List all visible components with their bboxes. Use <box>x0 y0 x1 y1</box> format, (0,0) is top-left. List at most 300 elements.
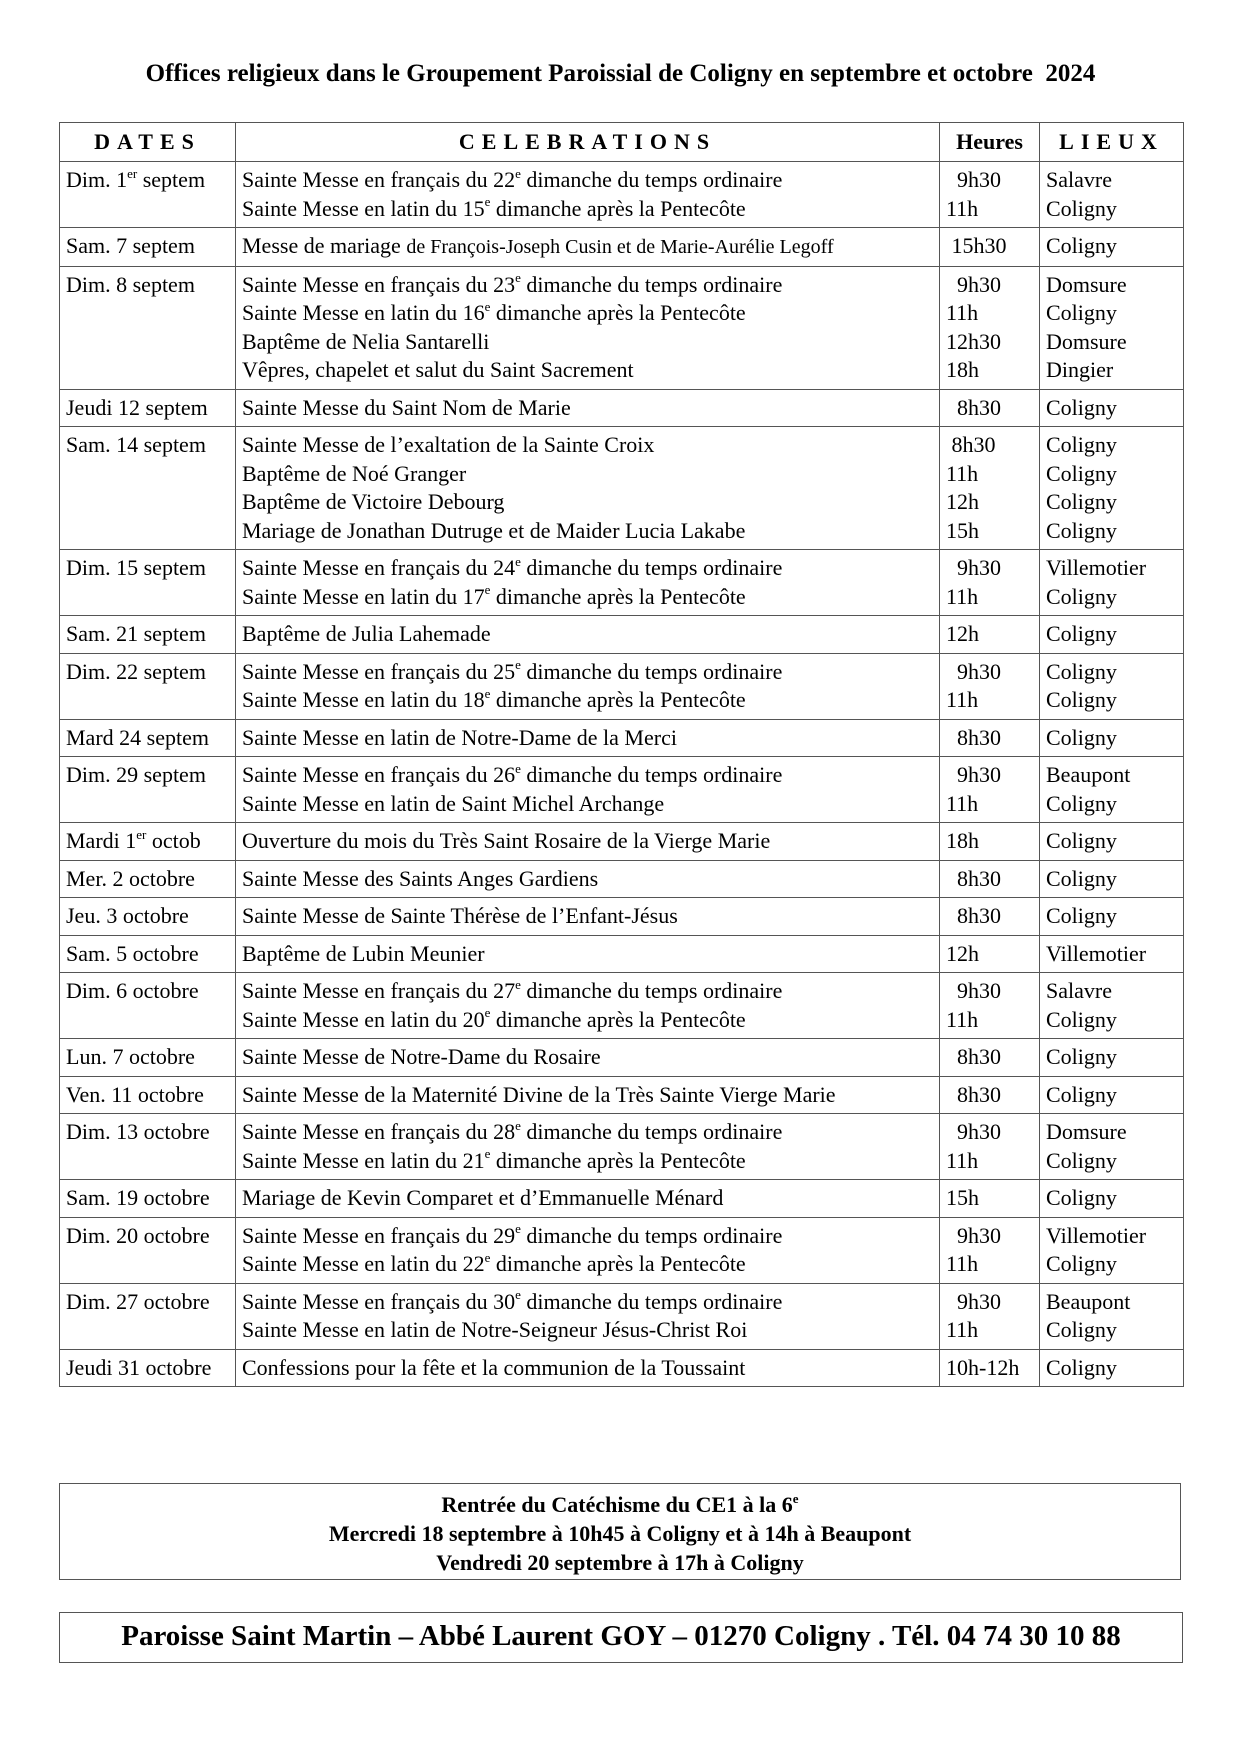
place-line: Coligny <box>1046 1251 1117 1276</box>
time-line: 8h30 <box>946 1081 1001 1107</box>
place-cell <box>1040 427 1184 550</box>
place-line: Coligny <box>1046 1147 1117 1173</box>
time-cell <box>940 757 1040 823</box>
celebration-line <box>242 902 933 931</box>
text-segment: Mardi 1 <box>66 828 137 853</box>
table-row <box>60 162 1184 228</box>
celebration-line <box>242 1184 933 1213</box>
celebration-line <box>242 1006 933 1035</box>
place-cell <box>1040 757 1184 823</box>
text-segment: Sam. 21 septem <box>66 621 206 646</box>
time-line: 12h <box>946 489 979 514</box>
time-line: 15h <box>946 517 979 543</box>
time-line: 8h30 <box>946 394 1001 420</box>
time-cell <box>940 162 1040 228</box>
text-segment: Sainte Messe en français du 25 <box>242 658 516 684</box>
text-segment: Dim. 29 septem <box>66 762 206 787</box>
table-row <box>60 1114 1184 1180</box>
table-row <box>60 653 1184 719</box>
text-segment: Rentrée du Catéchisme du CE1 à la 6 <box>441 1492 793 1517</box>
table-row <box>60 266 1184 389</box>
date-cell <box>60 1180 236 1218</box>
celebration-cell <box>236 389 940 427</box>
time-cell <box>940 1180 1040 1218</box>
text-segment: Dim. 6 octobre <box>66 978 199 1003</box>
date-cell <box>60 427 236 550</box>
table-row <box>60 228 1184 267</box>
text-segment: dimanche du temps ordinaire <box>520 1288 783 1314</box>
text-segment: dimanche après la Pentecôte <box>490 195 746 221</box>
time-line: 11h <box>946 300 979 325</box>
text-segment: dimanche après la Pentecôte <box>490 1006 746 1032</box>
text-segment: Baptême de Lubin Meunier <box>242 940 485 966</box>
place-line: Coligny <box>1046 621 1117 646</box>
place-cell <box>1040 719 1184 757</box>
place-line: Coligny <box>1046 489 1117 514</box>
celebration-cell <box>236 1349 940 1387</box>
place-cell <box>1040 1076 1184 1114</box>
celebration-line <box>242 431 933 460</box>
celebration-line <box>242 1081 933 1110</box>
place-line: Domsure <box>1046 271 1127 297</box>
celebration-line <box>242 1250 933 1279</box>
superscript: e <box>484 1005 491 1021</box>
text-segment: Sainte Messe en français du 30 <box>242 1288 516 1314</box>
text-segment: dimanche du temps ordinaire <box>520 167 783 192</box>
date-cell <box>60 162 236 228</box>
schedule-body <box>60 162 1184 1387</box>
celebration-cell <box>236 162 940 228</box>
time-cell <box>940 616 1040 654</box>
date-cell <box>60 1076 236 1114</box>
superscript: e <box>484 298 491 314</box>
text-segment: Sainte Messe en latin du 22 <box>242 1251 485 1276</box>
time-line: 15h <box>946 1185 979 1210</box>
superscript: e <box>484 1249 491 1265</box>
time-cell <box>940 427 1040 550</box>
text-segment: Sainte Messe en latin de Notre-Dame de la Merci <box>242 724 677 750</box>
date-cell <box>60 935 236 973</box>
text-segment: Jeudi 31 octobre <box>66 1354 212 1380</box>
text-segment: dimanche du temps ordinaire <box>520 1119 783 1144</box>
date-cell <box>60 1217 236 1283</box>
text-segment: Confessions pour la fête et la communion de la Toussaint <box>242 1354 746 1380</box>
place-cell <box>1040 973 1184 1039</box>
time-cell <box>940 1114 1040 1180</box>
superscript: e <box>792 1490 799 1506</box>
text-segment: dimanche du temps ordinaire <box>520 555 783 580</box>
text-segment: dimanche du temps ordinaire <box>520 762 783 787</box>
place-line: Villemotier <box>1046 555 1147 580</box>
place-cell <box>1040 935 1184 973</box>
text-segment: Messe de mariage <box>242 233 407 258</box>
time-line: 9h30 <box>946 167 1001 192</box>
celebration-line <box>242 583 933 612</box>
catechisme-line3: Vendredi 20 septembre à 17h à Coligny <box>436 1550 804 1575</box>
text-segment: Sainte Messe en latin du 15 <box>242 195 485 221</box>
text-segment: Sainte Messe en français du 23 <box>242 271 516 297</box>
place-cell <box>1040 1180 1184 1218</box>
time-line: 18h <box>946 828 979 853</box>
celebration-line <box>242 356 933 385</box>
celebration-line <box>242 1118 933 1147</box>
place-line: Coligny <box>1046 460 1117 486</box>
celebration-cell <box>236 1114 940 1180</box>
superscript: e <box>484 685 491 701</box>
time-line: 11h <box>946 790 979 816</box>
table-row <box>60 719 1184 757</box>
place-line: Coligny <box>1046 233 1117 258</box>
text-segment: septem <box>137 167 206 192</box>
date-cell <box>60 228 236 267</box>
place-line: Coligny <box>1046 394 1117 420</box>
time-line: 10h-12h <box>946 1354 1020 1380</box>
place-line: Villemotier <box>1046 940 1147 966</box>
time-line: 9h30 <box>946 555 1001 580</box>
time-line: 11h <box>946 687 979 712</box>
text-segment: Sainte Messe en latin du 20 <box>242 1006 485 1032</box>
text-segment: Sainte Messe en latin de Saint Michel Archange <box>242 790 665 816</box>
celebration-line <box>242 1288 933 1317</box>
celebration-line <box>242 271 933 300</box>
text-segment: Mariage de Kevin Comparet et d’Emmanuelle Ménard <box>242 1185 724 1210</box>
place-line: Coligny <box>1046 1185 1117 1210</box>
text-segment: Sainte Messe de Sainte Thérèse de l’Enfant-Jésus <box>242 903 678 928</box>
superscript: e <box>515 270 521 286</box>
celebration-line <box>242 686 933 715</box>
time-cell <box>940 823 1040 861</box>
place-line: Coligny <box>1046 790 1117 816</box>
time-line: 8h30 <box>946 432 996 457</box>
celebration-line <box>242 1147 933 1176</box>
superscript: e <box>484 194 491 210</box>
text-segment: Sainte Messe en latin du 18 <box>242 687 485 712</box>
catechisme-line1 <box>60 1490 1180 1519</box>
celebration-cell <box>236 427 940 550</box>
date-cell <box>60 266 236 389</box>
text-segment: dimanche du temps ordinaire <box>520 978 783 1003</box>
text-segment: Sam. 7 septem <box>66 233 195 258</box>
place-line: Coligny <box>1046 1006 1117 1032</box>
table-row <box>60 1076 1184 1114</box>
small-text: de François-Joseph Cusin et de Marie-Aurélie Legoff <box>406 236 834 258</box>
time-line: 9h30 <box>946 271 1001 297</box>
header-celebrations: CELEBRATIONS <box>236 123 940 162</box>
place-line: Coligny <box>1046 1044 1117 1069</box>
text-segment: Sam. 14 septem <box>66 432 206 457</box>
time-cell <box>940 860 1040 898</box>
celebration-cell <box>236 719 940 757</box>
time-line: 9h30 <box>946 1288 1001 1314</box>
text-segment: Jeu. 3 octobre <box>66 903 189 928</box>
table-row <box>60 1180 1184 1218</box>
celebration-line <box>242 460 933 489</box>
text-segment: Sainte Messe en français du 28 <box>242 1119 516 1144</box>
text-segment: Dim. 27 octobre <box>66 1288 210 1314</box>
celebration-line <box>242 166 933 195</box>
time-line: 11h <box>946 1006 979 1032</box>
place-line: Coligny <box>1046 1081 1117 1107</box>
time-cell <box>940 1217 1040 1283</box>
time-cell <box>940 1349 1040 1387</box>
time-line: 8h30 <box>946 903 1001 928</box>
text-segment: Lun. 7 octobre <box>66 1044 195 1069</box>
text-segment: Mer. 2 octobre <box>66 865 195 891</box>
celebration-line <box>242 827 933 856</box>
time-cell <box>940 719 1040 757</box>
text-segment: Sainte Messe des Saints Anges Gardiens <box>242 865 599 891</box>
table-row <box>60 823 1184 861</box>
celebration-cell <box>236 1076 940 1114</box>
time-line: 12h <box>946 621 979 646</box>
text-segment: dimanche du temps ordinaire <box>520 658 783 684</box>
text-segment: Sainte Messe en latin du 21 <box>242 1147 485 1173</box>
table-row <box>60 1039 1184 1077</box>
time-cell <box>940 266 1040 389</box>
celebration-cell <box>236 973 940 1039</box>
celebration-line <box>242 1316 933 1345</box>
text-segment: dimanche après la Pentecôte <box>490 687 746 712</box>
place-line: Coligny <box>1046 432 1117 457</box>
text-segment: Baptême de Noé Granger <box>242 460 467 486</box>
date-cell <box>60 898 236 936</box>
celebration-line <box>242 977 933 1006</box>
place-line: Coligny <box>1046 195 1117 221</box>
table-row <box>60 1283 1184 1349</box>
celebration-cell <box>236 860 940 898</box>
place-cell <box>1040 860 1184 898</box>
place-line: Domsure <box>1046 1119 1127 1144</box>
catechisme-line2: Mercredi 18 septembre à 10h45 à Coligny et à 14h à Beaupont <box>328 1521 912 1546</box>
time-line: 12h <box>946 940 979 966</box>
table-row <box>60 860 1184 898</box>
place-cell <box>1040 162 1184 228</box>
table-row <box>60 1217 1184 1283</box>
text-segment: Sainte Messe de la Maternité Divine de la Très Sainte Vierge Marie <box>242 1081 836 1107</box>
place-line: Coligny <box>1046 828 1117 853</box>
text-segment: dimanche après la Pentecôte <box>490 300 746 325</box>
place-cell <box>1040 1217 1184 1283</box>
header-lieux: LIEUX <box>1040 123 1184 162</box>
text-segment: Dim. 22 septem <box>66 658 206 684</box>
celebration-line <box>242 554 933 583</box>
celebration-line <box>242 1043 933 1072</box>
date-cell <box>60 389 236 427</box>
place-line: Coligny <box>1046 1317 1117 1342</box>
time-line: 8h30 <box>946 724 1001 750</box>
celebration-line <box>242 195 933 224</box>
text-segment: Dim. 8 septem <box>66 271 195 297</box>
celebration-cell <box>236 757 940 823</box>
celebration-cell <box>236 1217 940 1283</box>
place-cell <box>1040 1039 1184 1077</box>
text-segment: Sainte Messe de l’exaltation de la Sainte Croix <box>242 432 655 457</box>
table-row <box>60 1349 1184 1387</box>
text-segment: dimanche après la Pentecôte <box>490 1147 746 1173</box>
time-cell <box>940 935 1040 973</box>
date-cell <box>60 1114 236 1180</box>
celebration-cell <box>236 1283 940 1349</box>
celebration-cell <box>236 616 940 654</box>
celebration-line <box>242 232 933 262</box>
celebration-cell <box>236 1180 940 1218</box>
text-segment: Sainte Messe en latin de Notre-Seigneur Jésus-Christ Roi <box>242 1317 748 1342</box>
table-header-row <box>60 123 1184 162</box>
celebration-line <box>242 761 933 790</box>
place-cell <box>1040 1283 1184 1349</box>
header-heures: Heures <box>940 123 1040 162</box>
time-line: 11h <box>946 460 979 486</box>
date-cell <box>60 616 236 654</box>
place-line: Coligny <box>1046 687 1117 712</box>
time-cell <box>940 1039 1040 1077</box>
text-segment: dimanche du temps ordinaire <box>520 1222 783 1248</box>
place-cell <box>1040 266 1184 389</box>
text-segment: Sainte Messe en français du 22 <box>242 167 516 192</box>
date-cell <box>60 757 236 823</box>
superscript: er <box>136 826 147 842</box>
superscript: e <box>515 553 521 569</box>
date-cell <box>60 973 236 1039</box>
text-segment: dimanche après la Pentecôte <box>490 583 746 609</box>
celebration-line <box>242 328 933 357</box>
place-line: Villemotier <box>1046 1222 1147 1248</box>
text-segment: Dim. 20 octobre <box>66 1222 210 1248</box>
text-segment: Jeudi 12 septem <box>66 394 208 420</box>
text-segment: Baptême de Nelia Santarelli <box>242 328 490 354</box>
place-line: Salavre <box>1046 978 1112 1003</box>
time-line: 11h <box>946 1251 979 1276</box>
place-line: Coligny <box>1046 300 1117 325</box>
text-segment: Sainte Messe en français du 29 <box>242 1222 516 1248</box>
text-segment: dimanche du temps ordinaire <box>520 271 783 297</box>
text-segment: Ven. 11 octobre <box>66 1081 204 1107</box>
table-row <box>60 757 1184 823</box>
place-line: Coligny <box>1046 903 1117 928</box>
place-cell <box>1040 1114 1184 1180</box>
celebration-cell <box>236 1039 940 1077</box>
time-line: 9h30 <box>946 658 1001 684</box>
text-segment: Sainte Messe de Notre-Dame du Rosaire <box>242 1044 601 1069</box>
date-cell <box>60 1283 236 1349</box>
text-segment: Dim. 1 <box>66 167 128 192</box>
time-cell <box>940 550 1040 616</box>
text-segment: Baptême de Julia Lahemade <box>242 621 491 646</box>
time-cell <box>940 973 1040 1039</box>
superscript: e <box>515 1117 521 1133</box>
superscript: e <box>515 1221 521 1237</box>
celebration-line <box>242 517 933 546</box>
time-line: 9h30 <box>946 1222 1001 1248</box>
schedule-table <box>59 122 1184 1387</box>
text-segment: Ouverture du mois du Très Saint Rosaire de la Vierge Marie <box>242 828 771 853</box>
place-cell <box>1040 898 1184 936</box>
text-segment: Sam. 19 octobre <box>66 1185 210 1210</box>
place-cell <box>1040 823 1184 861</box>
place-cell <box>1040 1349 1184 1387</box>
celebration-cell <box>236 935 940 973</box>
time-cell <box>940 1283 1040 1349</box>
table-row <box>60 389 1184 427</box>
time-line: 9h30 <box>946 978 1001 1003</box>
place-cell <box>1040 228 1184 267</box>
time-cell <box>940 228 1040 267</box>
date-cell <box>60 1039 236 1077</box>
date-cell <box>60 860 236 898</box>
time-line: 12h30 <box>946 328 1001 354</box>
place-line: Beaupont <box>1046 1288 1131 1314</box>
celebration-line <box>242 394 933 423</box>
place-cell <box>1040 616 1184 654</box>
time-line: 11h <box>946 195 979 221</box>
text-segment: Dim. 15 septem <box>66 555 206 580</box>
time-line: 9h30 <box>946 762 1001 787</box>
celebration-line <box>242 940 933 969</box>
time-line: 8h30 <box>946 865 1001 891</box>
celebration-cell <box>236 653 940 719</box>
time-line: 18h <box>946 357 979 382</box>
celebration-line <box>242 1354 933 1383</box>
time-line: 11h <box>946 1317 979 1342</box>
celebration-line <box>242 1222 933 1251</box>
table-row <box>60 898 1184 936</box>
place-cell <box>1040 389 1184 427</box>
text-segment: Dim. 13 octobre <box>66 1119 210 1144</box>
celebration-cell <box>236 550 940 616</box>
text-segment: Baptême de Victoire Debourg <box>242 489 505 514</box>
text-segment: Mariage de Jonathan Dutruge et de Maider Lucia Lakabe <box>242 517 746 543</box>
text-segment: Vêpres, chapelet et salut du Saint Sacrement <box>242 357 634 382</box>
text-segment: Mard 24 septem <box>66 724 209 750</box>
text-segment: Sainte Messe en français du 24 <box>242 555 516 580</box>
table-row <box>60 550 1184 616</box>
celebration-cell <box>236 898 940 936</box>
text-segment: Sainte Messe en français du 27 <box>242 978 516 1003</box>
text-segment: dimanche après la Pentecôte <box>490 1251 746 1276</box>
time-cell <box>940 898 1040 936</box>
text-segment: Sainte Messe en français du 26 <box>242 762 516 787</box>
page-title: Offices religieux dans le Groupement Paroissial de Coligny en septembre et octobre 2024 <box>145 60 1096 87</box>
celebration-line <box>242 724 933 753</box>
place-line: Salavre <box>1046 167 1112 192</box>
celebration-line <box>242 299 933 328</box>
superscript: e <box>515 165 521 181</box>
place-line: Coligny <box>1046 583 1117 609</box>
celebration-line <box>242 620 933 649</box>
catechisme-box <box>59 1483 1181 1580</box>
superscript: e <box>515 760 521 776</box>
superscript: e <box>515 657 521 673</box>
text-segment: Sam. 5 octobre <box>66 940 199 966</box>
date-cell <box>60 719 236 757</box>
time-line: 8h30 <box>946 1044 1001 1069</box>
superscript: e <box>515 976 521 992</box>
celebration-cell <box>236 228 940 267</box>
celebration-cell <box>236 823 940 861</box>
celebration-line <box>242 488 933 517</box>
place-line: Dingier <box>1046 357 1114 382</box>
time-cell <box>940 389 1040 427</box>
date-cell <box>60 1349 236 1387</box>
text-segment: Sainte Messe en latin du 16 <box>242 300 485 325</box>
table-row <box>60 973 1184 1039</box>
place-line: Coligny <box>1046 1354 1117 1380</box>
date-cell <box>60 653 236 719</box>
place-cell <box>1040 653 1184 719</box>
celebration-line <box>242 865 933 894</box>
place-line: Coligny <box>1046 658 1117 684</box>
time-line: 9h30 <box>946 1119 1001 1144</box>
